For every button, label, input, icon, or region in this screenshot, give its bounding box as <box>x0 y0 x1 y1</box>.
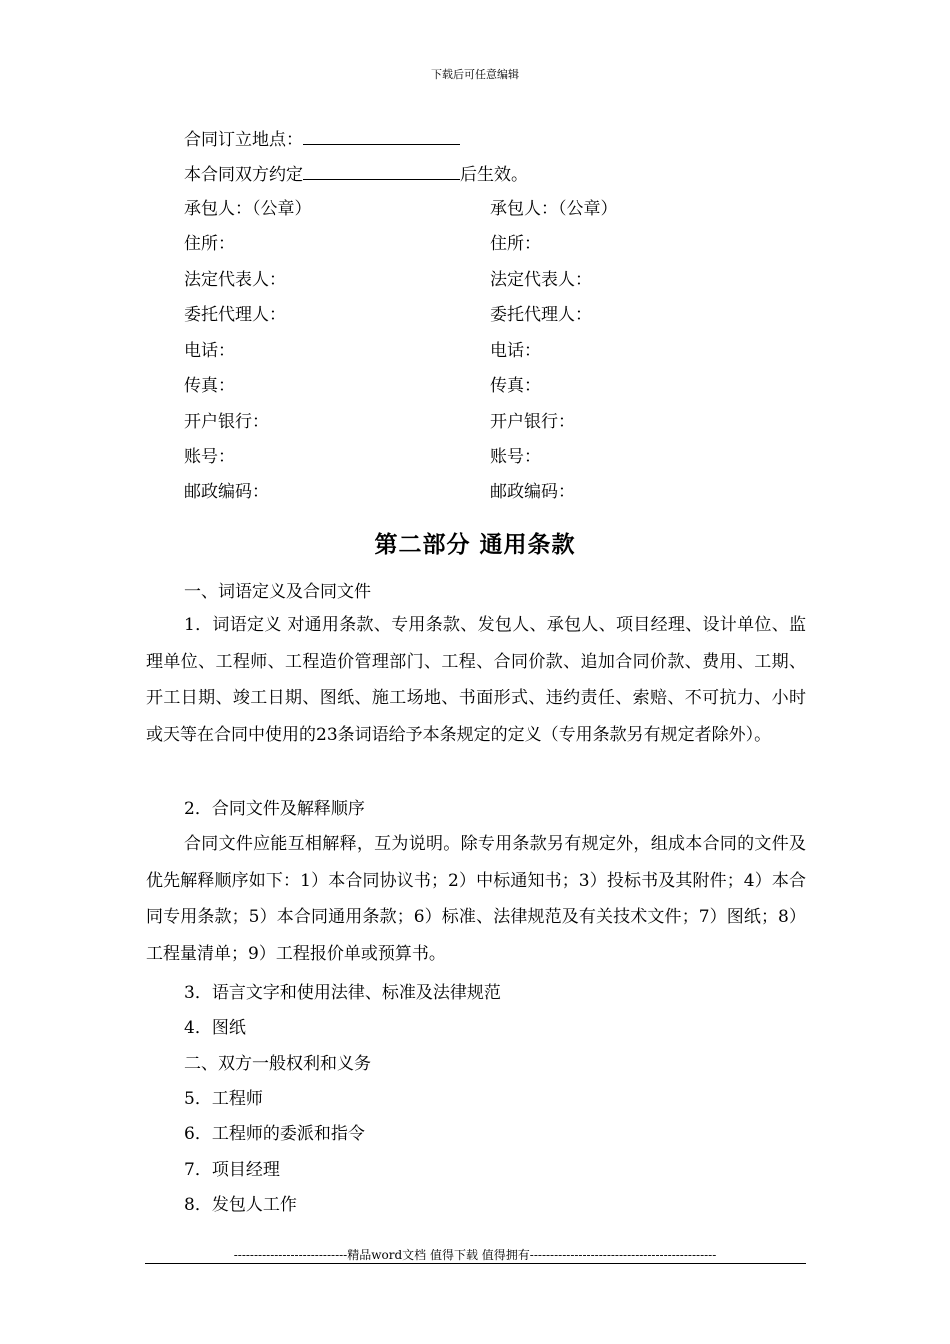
right-field: 承包人：（公章） <box>490 199 618 219</box>
left-field: 邮政编码： <box>184 482 269 502</box>
left-field: 委托代理人： <box>184 305 286 325</box>
right-field: 账号： <box>490 447 541 467</box>
right-field: 住所： <box>490 234 541 254</box>
contract-place-line <box>184 128 460 150</box>
right-field: 邮政编码： <box>490 482 575 502</box>
list-item: 6．工程师的委派和指令 <box>184 1124 365 1144</box>
clause-paragraph: 1．词语定义 对通用条款、专用条款、发包人、承包人、项目经理、设计单位、监理单位、工程师、工程造价管理部门、工程、合同价款、追加合同价款、费用、工期、开工日期、竣工日期、图纸、施工场地、书面形式、违约责任、索赔、不可抗力、小时或天等在合同中使用的23条词语给予本条规定的定义（专用条款另有规定者除外）。 <box>146 615 806 745</box>
list-item: 4．图纸 <box>184 1018 246 1038</box>
clause-paragraph: 合同文件应能互相解释，互为说明。除专用条款另有规定外，组成本合同的文件及优先解释顺序如下：1）本合同协议书；2）中标通知书；3）投标书及其附件；4）本合同专用条款；5）本合同通用条款；6）标准、法律规范及有关技术文件；7）图纸；8）工程量清单；9）工程报价单或预算书。 <box>146 834 806 964</box>
left-field: 法定代表人： <box>184 270 286 290</box>
contract-place-blank <box>303 128 460 145</box>
left-field: 传真： <box>184 376 235 396</box>
clause-heading: 2．合同文件及解释顺序 <box>184 799 365 819</box>
right-field: 传真： <box>490 376 541 396</box>
right-field: 法定代表人： <box>490 270 592 290</box>
section-heading: 一、词语定义及合同文件 <box>184 582 371 602</box>
effective-blank <box>303 163 460 180</box>
list-item: 5．工程师 <box>184 1089 263 1109</box>
effective-prefix: 本合同双方约定 <box>184 165 303 185</box>
left-field: 账号： <box>184 447 235 467</box>
right-field: 委托代理人： <box>490 305 592 325</box>
right-field: 电话： <box>490 341 541 361</box>
page-footer: ----------------------------精品word文档 值得下载 值得拥有---------------------------------------------- <box>233 1248 717 1262</box>
left-field: 承包人：（公章） <box>184 199 312 219</box>
list-item: 3．语言文字和使用法律、标准及法律规范 <box>184 983 501 1003</box>
left-field: 住所： <box>184 234 235 254</box>
list-item: 7．项目经理 <box>184 1160 280 1180</box>
part-title: 第二部分 通用条款 <box>374 531 576 558</box>
contract-place-label: 合同订立地点： <box>184 130 303 150</box>
list-item: 8．发包人工作 <box>184 1195 297 1215</box>
section-heading: 二、双方一般权利和义务 <box>184 1054 371 1074</box>
effective-line <box>184 163 528 185</box>
left-field: 电话： <box>184 341 235 361</box>
page-header: 下载后可任意编辑 <box>431 68 519 81</box>
footer-divider <box>145 1263 806 1264</box>
effective-suffix: 后生效。 <box>460 165 528 185</box>
left-field: 开户银行： <box>184 412 269 432</box>
right-field: 开户银行： <box>490 412 575 432</box>
